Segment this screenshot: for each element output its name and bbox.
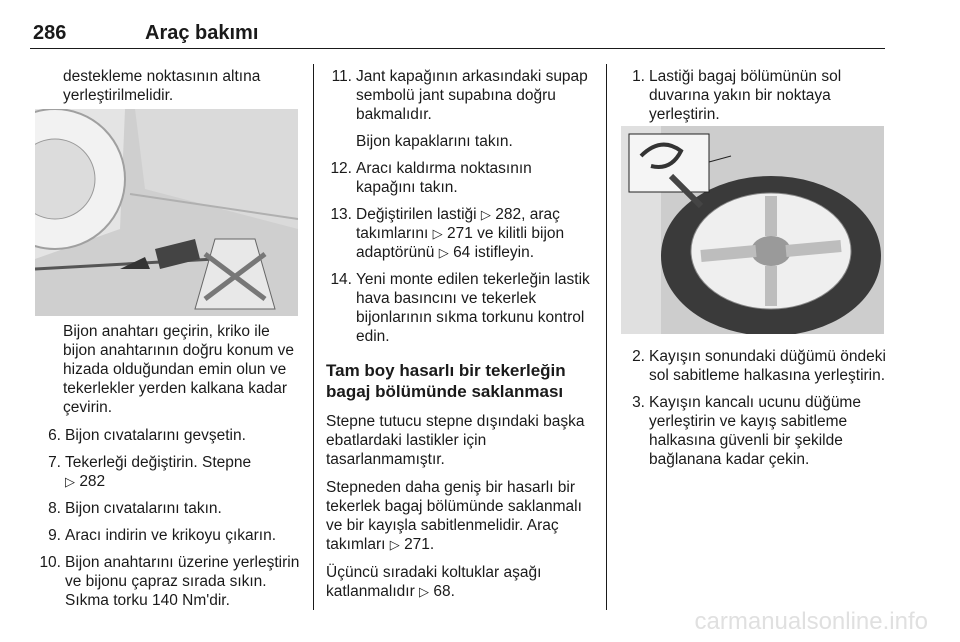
jack-instruction: Bijon anahtarı geçirin, kriko ile bijon anahtarının doğru konum ve hizada olduğundan emin olun ve tekerlekler yerden kalkana kadar çevirin.	[63, 323, 294, 416]
watermark: carmanualsonline.info	[694, 608, 928, 635]
paragraph: Stepneden daha geniş bir hasarlı bir tekerlek bagaj bölümünde saklanmalı ve bir kayışla sabitlenmelidir. Araç takımları ▷ 271.	[326, 479, 582, 553]
jack-illustration	[35, 109, 298, 316]
page-ref-icon: ▷	[432, 226, 443, 241]
list-item: 11. Jant kapağının arkasındaki supap sembolü jant supabına doğru bakmalıdır. Bijon kapaklarını takın.	[331, 68, 588, 150]
column-1	[63, 67, 303, 114]
page-header	[30, 14, 885, 49]
list-item: 3. Kayışın kancalı ucunu düğüme yerleştirin ve kayış sabitleme halkasına güvenli bir şekilde bağlanana kadar çekin.	[632, 394, 861, 468]
paragraph: Üçüncü sıradaki koltuklar aşağı katlanmalıdır ▷ 68.	[326, 564, 542, 600]
column-3-lower	[619, 347, 887, 477]
page-number: 286	[33, 22, 67, 44]
column-2	[326, 67, 594, 610]
spare-wheel-illustration	[621, 126, 884, 334]
intro-text: destekleme noktasının altına yerleştirilmelidir.	[63, 68, 261, 104]
list-item: 13. Değiştirilen lastiği ▷ 282, araç takımlarını ▷ 271 ve kilitli bijon adaptörünü ▷ 64 istifleyin.	[330, 206, 565, 261]
column-3	[619, 67, 887, 132]
list-item: 7. Tekerleği değiştirin. Stepne ▷ 282	[48, 454, 252, 490]
page-ref-icon: ▷	[419, 584, 430, 599]
list-item: 8. Bijon cıvatalarını takın.	[48, 500, 222, 517]
list-item: 12. Aracı kaldırma noktasının kapağını takın.	[330, 160, 532, 196]
page-title: Araç bakımı	[145, 22, 259, 44]
column-divider	[606, 64, 607, 610]
page-ref-icon: ▷	[389, 537, 400, 552]
page-ref-icon: ▷	[480, 207, 491, 222]
page-ref-icon: ▷	[65, 474, 75, 489]
list-item: 2. Kayışın sonundaki düğümü öndeki sol sabitleme halkasına yerleştirin.	[632, 348, 886, 384]
paragraph: Stepne tutucu stepne dışındaki başka ebatlardaki lastikler için tasarlanmamıştır.	[326, 413, 585, 468]
list-item: 14. Yeni monte edilen tekerleğin lastik hava basıncını ve tekerlek bijonlarının sıkma torkunu kontrol edin.	[330, 271, 590, 345]
list-item: 6. Bijon cıvatalarını gevşetin.	[48, 427, 246, 444]
column-divider	[313, 64, 314, 610]
list-item: 9. Aracı indirin ve krikoyu çıkarın.	[48, 527, 277, 544]
page-ref: 282	[79, 473, 106, 490]
list-item: 1. Lastiği bagaj bölümünün sol duvarına yakın bir noktaya yerleştirin.	[632, 68, 842, 123]
list-item: 10. Bijon anahtarını üzerine yerleştirin ve bijonu çapraz sırada sıkın. Sıkma torku 140 Nm'dir.	[39, 554, 300, 609]
page-ref-icon: ▷	[438, 245, 449, 260]
column-1-lower	[35, 322, 305, 618]
section-heading: Tam boy hasarlı bir tekerleğin bagaj bölümünde saklanması	[326, 361, 566, 401]
